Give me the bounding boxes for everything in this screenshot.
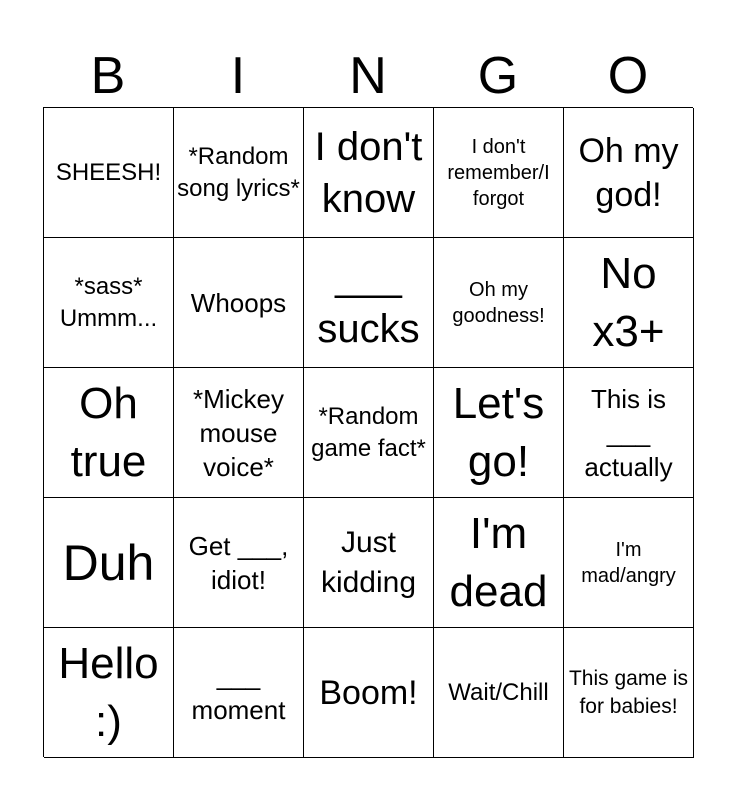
cell-text: I don't remember/I forgot — [447, 135, 550, 210]
bingo-cell[interactable] — [564, 498, 694, 628]
bingo-cell[interactable] — [174, 498, 304, 628]
cell-text: Hello :) — [58, 638, 159, 746]
cell-text: Just kidding — [320, 525, 417, 599]
cell-text: *sass* Ummm... — [59, 272, 158, 332]
bingo-cell[interactable] — [304, 628, 434, 758]
cell-text: Get ___, idiot! — [188, 530, 289, 595]
bingo-cell[interactable] — [434, 628, 564, 758]
bingo-cell[interactable] — [174, 368, 304, 498]
cell-text: No x3+ — [592, 248, 665, 356]
cell-text: Oh my goodness! — [452, 278, 545, 327]
cell-text: This is ___ actually — [584, 383, 673, 482]
cell-text: This game is for babies! — [568, 666, 689, 718]
cell-text: ___ moment — [191, 660, 286, 725]
cell-text: Duh — [62, 534, 155, 591]
header-letter-o: O — [607, 47, 649, 105]
bingo-cell[interactable] — [564, 628, 694, 758]
cell-text: Whoops — [190, 287, 287, 318]
bingo-cell[interactable] — [434, 368, 564, 498]
bingo-cell[interactable] — [174, 628, 304, 758]
cell-text: Wait/Chill — [448, 678, 549, 706]
bingo-board — [43, 107, 693, 757]
bingo-cell[interactable] — [44, 368, 174, 498]
bingo-cell[interactable] — [304, 368, 434, 498]
bingo-cell[interactable] — [434, 498, 564, 628]
cell-text: Oh my god! — [578, 131, 679, 214]
cell-text: Boom! — [319, 673, 418, 712]
bingo-cell[interactable] — [304, 238, 434, 368]
header-letter-g: G — [477, 47, 519, 105]
bingo-cell[interactable] — [44, 108, 174, 238]
cell-text: I'm mad/angry — [581, 538, 676, 587]
bingo-cell[interactable] — [304, 108, 434, 238]
bingo-cell[interactable] — [44, 238, 174, 368]
header-letter-i: I — [230, 47, 246, 105]
bingo-header — [43, 44, 693, 108]
bingo-cell[interactable] — [434, 108, 564, 238]
cell-text: Let's go! — [452, 378, 545, 486]
bingo-cell[interactable] — [434, 238, 564, 368]
bingo-cell[interactable] — [564, 108, 694, 238]
bingo-cell[interactable] — [564, 368, 694, 498]
bingo-cell[interactable] — [174, 238, 304, 368]
cell-text: *Random game fact* — [311, 402, 426, 462]
bingo-cell[interactable] — [304, 498, 434, 628]
cell-text: I don't know — [314, 124, 423, 221]
bingo-cell[interactable] — [44, 498, 174, 628]
header-letter-b: B — [90, 47, 126, 105]
cell-text: Oh true — [70, 378, 147, 486]
cell-text: *Random song lyrics* — [177, 142, 300, 202]
cell-text: *Mickey mouse voice* — [192, 383, 284, 482]
cell-text: SHEESH! — [55, 158, 162, 186]
header-letter-n: N — [349, 47, 387, 105]
cell-text: I'm dead — [449, 508, 548, 616]
bingo-cell[interactable] — [174, 108, 304, 238]
bingo-cell[interactable] — [564, 238, 694, 368]
cell-text: ___ sucks — [317, 254, 420, 351]
bingo-cell[interactable] — [44, 628, 174, 758]
